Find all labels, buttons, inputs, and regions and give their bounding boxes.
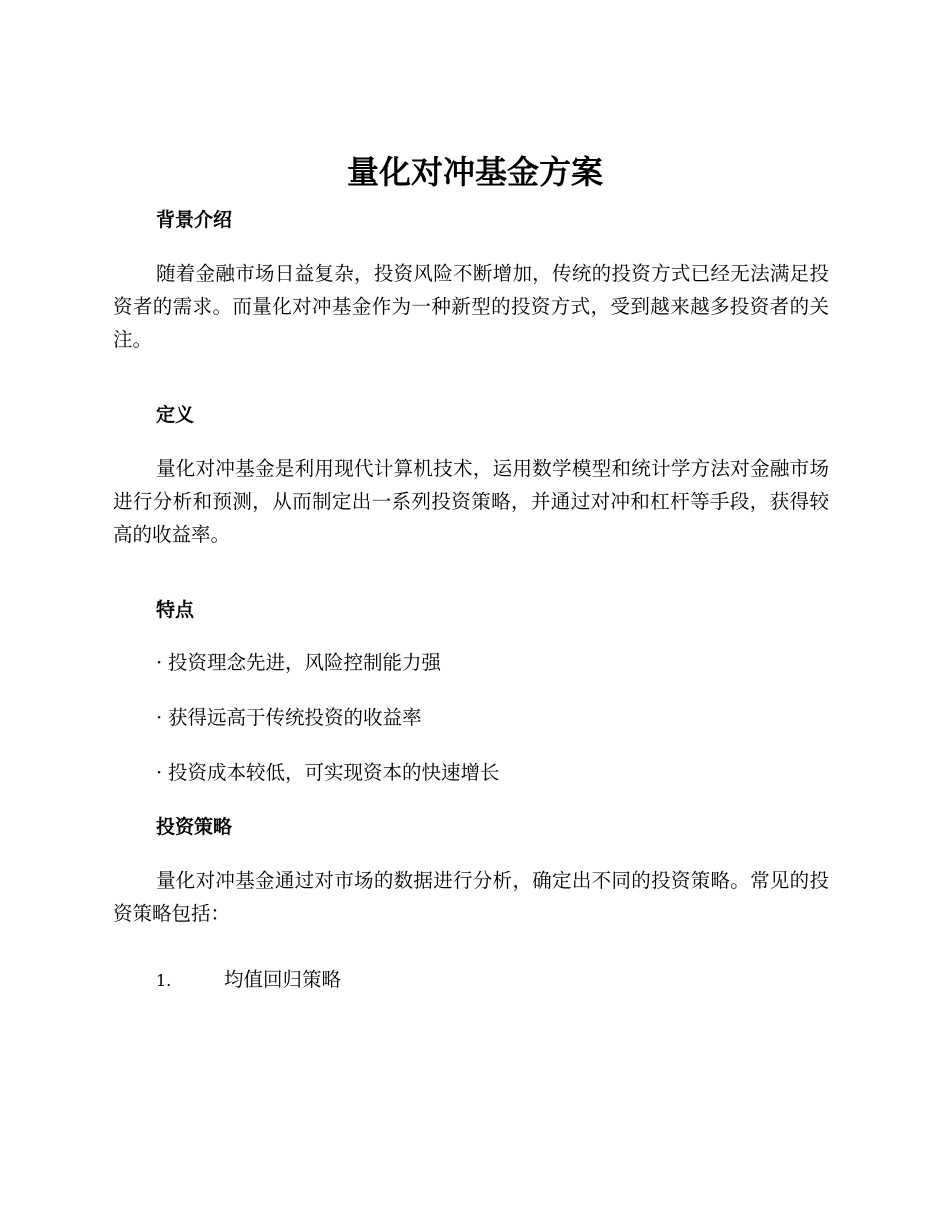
bullet-dot: · [156,651,163,674]
feature-bullet-text: 获得远高于传统投资的收益率 [168,706,422,729]
list-item-text: 均值回归策略 [224,968,342,991]
feature-bullet-text: 投资理念先进，风险控制能力强 [168,651,442,674]
heading-features: 特点 [156,599,195,621]
heading-strategies: 投资策略 [156,816,233,838]
list-number: 1. [156,971,172,990]
feature-bullet-item [156,649,441,677]
heading-definition: 定义 [156,404,195,426]
feature-bullet-item [156,759,500,787]
paragraph-background: 随着金融市场日益复杂，投资风险不断增加，传统的投资方式已经无法满足投资者的需求。而量化对冲基金作为一种新型的投资方式，受到越来越多投资者的关注。 [113,262,829,351]
heading-background: 背景介绍 [156,209,233,231]
strategy-list-item [156,966,341,995]
bullet-dot: · [156,706,163,729]
feature-bullet-text: 投资成本较低，可实现资本的快速增长 [168,761,500,784]
paragraph-definition: 量化对冲基金是利用现代计算机技术，运用数学模型和统计学方法对金融市场进行分析和预测，从而制定出一系列投资策略，并通过对冲和杠杆等手段，获得较高的收益率。 [113,457,829,546]
document-title: 量化对冲基金方案 [346,153,603,191]
bullet-dot: · [156,761,163,784]
feature-bullet-item [156,704,422,732]
paragraph-strategies: 量化对冲基金通过对市场的数据进行分析，确定出不同的投资策略。常见的投资策略包括： [113,869,829,925]
